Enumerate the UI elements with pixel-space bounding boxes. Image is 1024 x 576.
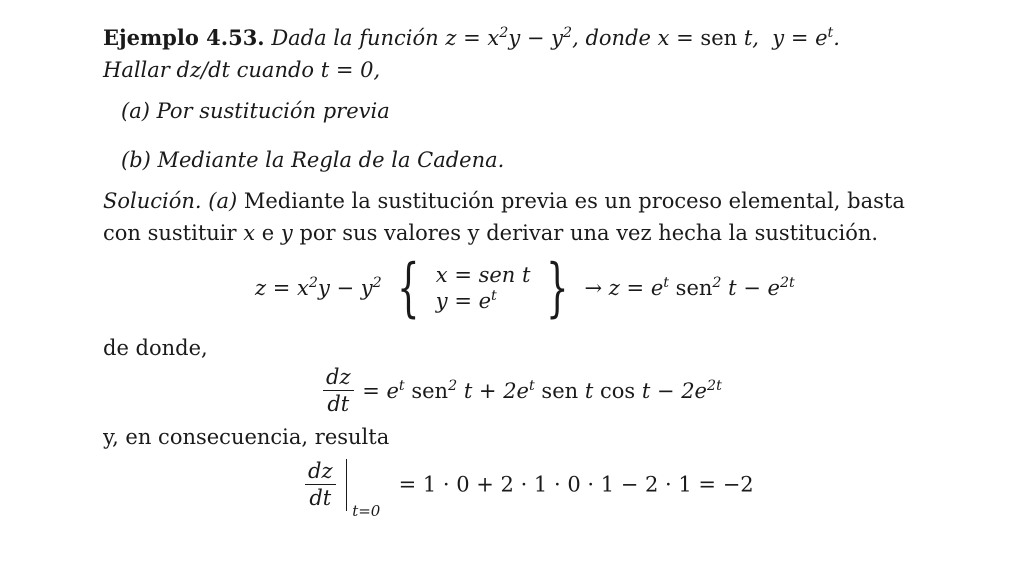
example-label: Ejemplo 4.53. <box>103 25 265 50</box>
eq1-left: z = x <box>255 276 309 300</box>
system-row-1: x = sen t <box>435 263 531 287</box>
substitution-system <box>436 262 531 314</box>
solution-text-1: Mediante la sustitución previa es un proceso elemental, basta <box>243 189 905 213</box>
function-equation: $z = x^2y - y^2$, <box>445 25 579 50</box>
evaluated-derivative-equation <box>303 458 754 520</box>
dz-dt-fraction: $\frac{dz}{dt}$ <box>323 364 354 417</box>
system-row-2-base: y = e <box>435 289 492 313</box>
solution-text-2b: e <box>261 221 275 245</box>
left-brace: { <box>397 251 420 325</box>
example-statement-prefix: Dada la función <box>271 26 439 50</box>
derivative-equation: $\frac{dz}{dt}$ = $e^t$ sen$^2$ $t + 2e^t$ sen t $\cos t - 2e^{2t}$ <box>321 364 722 417</box>
eq1-right: → z = e <box>584 276 664 300</box>
example-heading-line <box>103 24 840 52</box>
solution-line-1 <box>103 187 905 215</box>
solution-line-2 <box>103 219 878 247</box>
substitution-values: x = sen t, $y = e^t$. <box>657 25 840 50</box>
var-y: y <box>280 221 293 245</box>
donde-word: donde <box>585 26 651 50</box>
substitution-equation: $z = x^2y - y^2$ { x = sen t $y = e^t$ } → $z = e^t$ sen$^2$ $t - e^{2t}$ <box>255 251 795 325</box>
evaluation-bar <box>346 459 381 520</box>
solution-tag-a: (a) <box>208 189 238 213</box>
var-x: x <box>243 221 256 245</box>
system-row-2: $y = e^t$ <box>435 288 497 313</box>
consecuencia-text: y, en consecuencia, resulta <box>103 425 390 449</box>
evaluation-subscript: t=0 <box>352 501 381 520</box>
de-donde-text: de donde, <box>103 336 208 360</box>
right-brace: } <box>546 251 569 325</box>
solution-text-2a: con sustituir <box>103 221 237 245</box>
example-question-line: Hallar dz/dt cuando t = 0, <box>103 58 381 82</box>
solution-text-2c: por sus valores y derivar una vez hecha la sustitución. <box>299 221 879 245</box>
solution-label: Solución. <box>103 189 202 213</box>
part-a: (a) Por sustitución previa <box>121 99 390 123</box>
dz-dt-fraction-evaluated: $\frac{dz}{dt}$ <box>305 458 336 511</box>
evaluated-result: = 1 · 0 + 2 · 1 · 0 · 1 − 2 · 1 = −2 <box>398 472 754 497</box>
part-b: (b) Mediante la Regla de la Cadena. <box>121 148 505 172</box>
eq1-result: → $z = e^t$ sen$^2$ $t - e^{2t}$ <box>584 275 795 300</box>
